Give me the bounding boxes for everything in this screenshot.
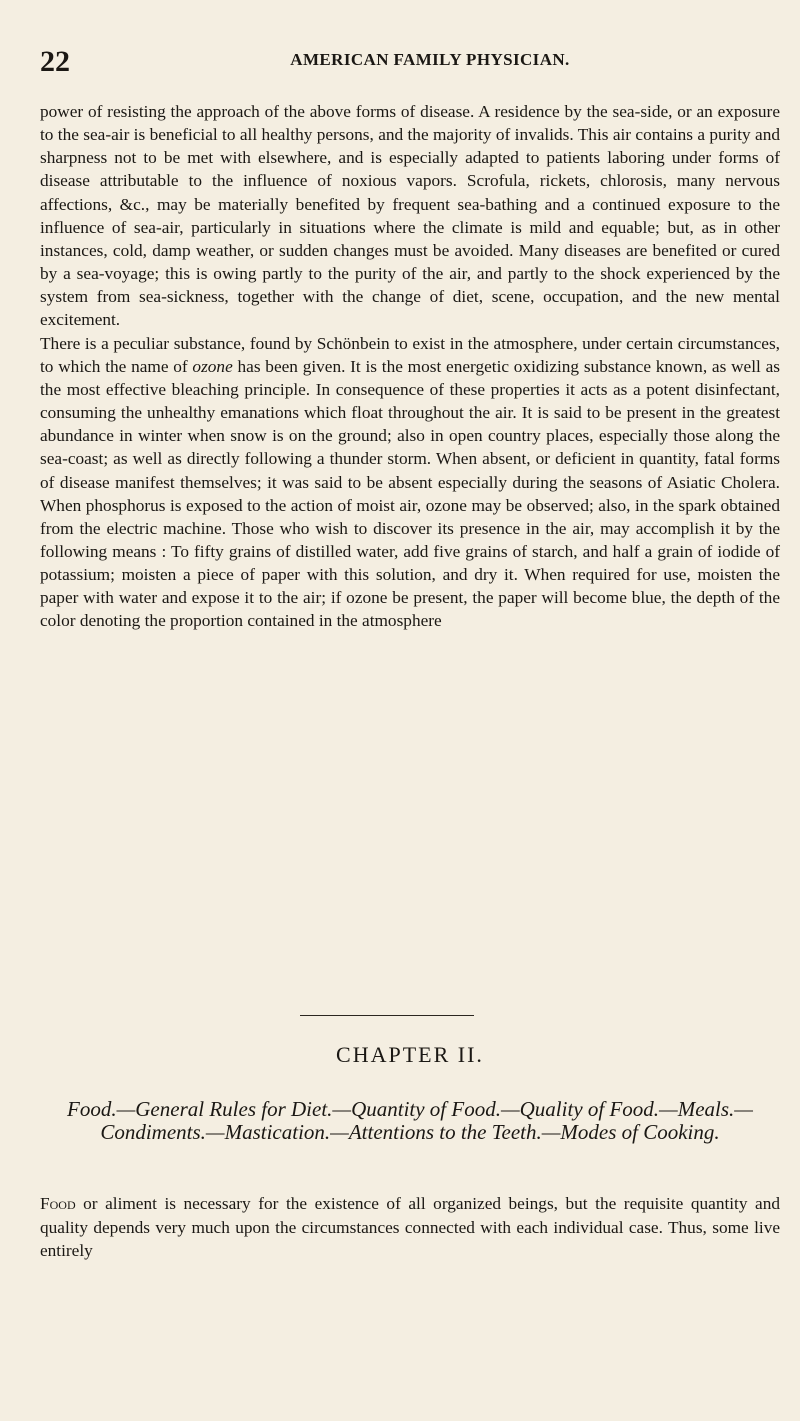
- chapter-subtitle: Food.—General Rules for Diet.—Quantity of Food.—Quality of Food.—Meals.—Condiments.—Mastication.—Attentions to the Teeth.—Modes of Cooking.: [67, 1097, 753, 1144]
- running-head: AMERICAN FAMILY PHYSICIAN.: [290, 50, 570, 69]
- chapter-title: CHAPTER II.: [336, 1042, 484, 1067]
- page-header: [40, 44, 780, 80]
- paragraph-ozone-text-end: has been given. It is the most energetic oxidizing substance known, as well as the most effective bleaching principle. In consequence of these properties it acts as a potent disinfectant, consuming the unhealthy emanations which float throughout the air. It is said to be present in the greatest abundance in winter when snow is on the ground; also in open country places, especially those along the sea-coast; as well as directly following a thunder storm. When absent, or deficient in quantity, fatal forms of disease manifest themselves; it was said to be absent especially during the seasons of Asiatic Cholera. When phosphorus is exposed to the action of moist air, ozone may be observed; also, in the spark obtained from the electric machine. Those who wish to discover its presence in the air, may accomplish it by the following means : To fifty grains of distilled water, add five grains of starch, and half a grain of iodide of potassium; moisten a piece of paper with this solution, and dry it. When required for use, moisten the paper with water and expose it to the air; if ozone be present, the paper will become blue, the depth of the color denoting the proportion contained in the atmosphere: [40, 356, 780, 631]
- body-text: [40, 100, 780, 633]
- page-number: 22: [40, 45, 70, 78]
- paragraph-ozone-text-start: There is a peculiar substance, found by Schönbein to exist in the atmosphere, under certain circumstances, to which the name of: [40, 333, 780, 376]
- ozone-term: ozone: [192, 356, 233, 376]
- paragraph-ozone: [40, 332, 780, 633]
- chapter-opening-text: or aliment is necessary for the existence of all organized beings, but the requisite quantity and quality depends very much upon the circumstances connected with each individual case. Thus, some live entirely: [40, 1194, 780, 1260]
- paragraph-sea-air: power of resisting the approach of the above forms of disease. A residence by the sea-side, or an exposure to the sea-air is beneficial to all healthy persons, and the majority of invalids. This air contains a purity and sharpness not to be met with elsewhere, and is especially adapted to patients laboring under forms of disease attributable to the influence of noxious vapors. Scrofula, rickets, chlorosis, many nervous affections, &c., may be materially benefited by frequent sea-bathing and a continued exposure to the influence of sea-air, particularly in situations where the climate is mild and equable; but, as in other instances, cold, damp weather, or sudden changes must be avoided. Many diseases are benefited or cured by a sea-voyage; this is owing partly to the purity of the air, and partly to the shock experienced by the system from sea-sickness, together with the change of diet, scene, occupation, and the new mental excitement.: [40, 102, 780, 330]
- chapter-opening-paragraph: [40, 1192, 780, 1263]
- chapter-lead-word: Food: [40, 1194, 76, 1213]
- section-divider: [300, 1015, 474, 1016]
